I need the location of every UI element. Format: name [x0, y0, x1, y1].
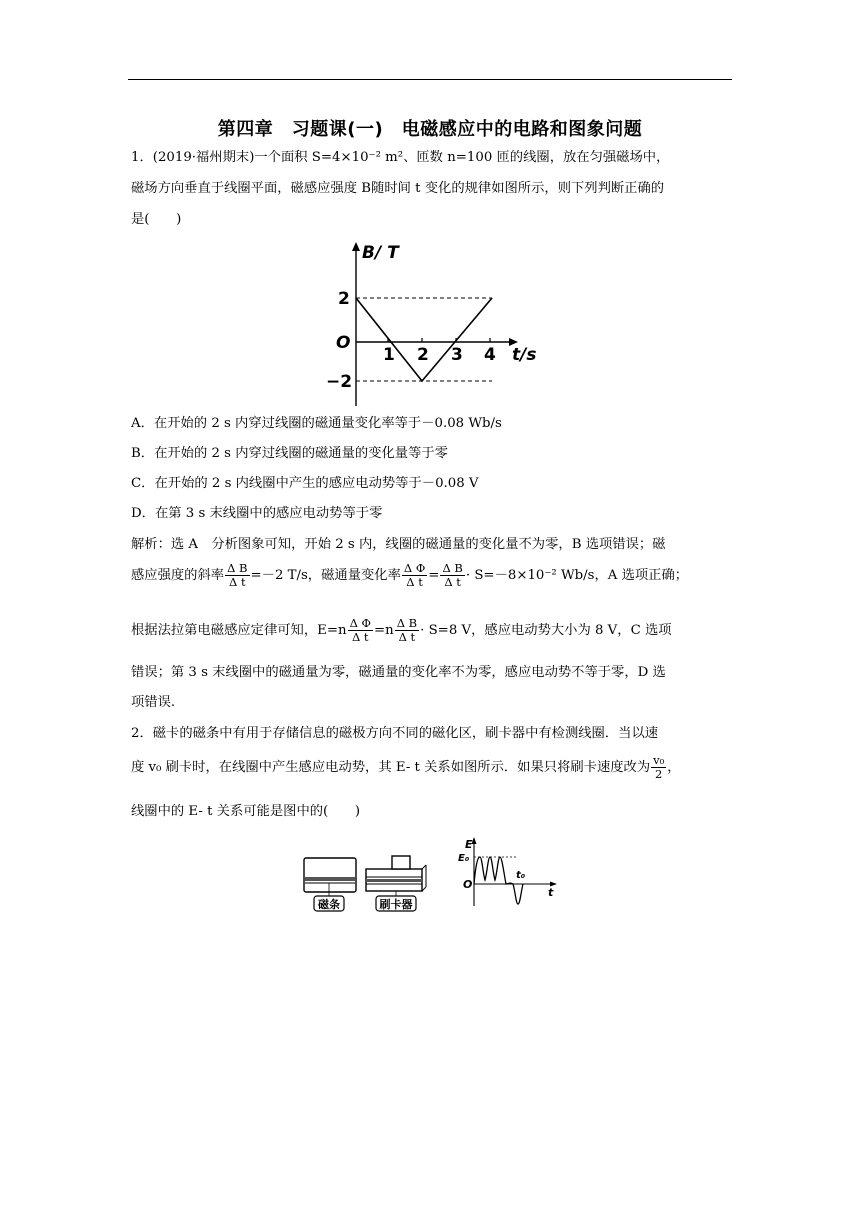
q1-analysis-text: =: [428, 568, 440, 583]
q2-stem-line-1: 2．磁卡的磁条中有用于存储信息的磁极方向不同的磁化区，刷卡器中有检测线圈．当以速: [131, 726, 659, 741]
x-tick-label-2: 2: [417, 345, 429, 365]
q1-option-a: A．在开始的 2 s 内穿过线圈的磁通量变化率等于－0.08 Wb/s: [131, 416, 502, 431]
e-axis-label: E: [465, 838, 473, 851]
q1-analysis-text: 感应强度的斜率: [131, 568, 225, 583]
fraction-numerator: Δ B: [227, 561, 248, 575]
q2-stem-line-2: [131, 752, 681, 784]
fraction-denominator: Δ t: [351, 630, 369, 644]
label-stripe: 磁条: [318, 898, 340, 911]
q1-analysis-line-2: [131, 561, 688, 591]
q1-analysis-text: · S=8 V，感应电动势大小为 8 V，C 选项: [420, 623, 672, 638]
q2-stem-line-3: 线圈中的 E- t 关系可能是图中的( ): [131, 804, 361, 819]
q1-stem-line-2: 磁场方向垂直于线圈平面，磁感应强度 B随时间 t 变化的规律如图所示，则下列判断正确的: [131, 181, 665, 196]
fraction-dB-dt: [395, 617, 419, 644]
fraction-denominator: Δ t: [228, 575, 246, 589]
x-tick-label-4: 4: [484, 345, 496, 365]
fraction-denominator: Δ t: [406, 575, 423, 589]
q1-option-c: C．在开始的 2 s 内线圈中产生的感应电动势等于－0.08 V: [131, 476, 479, 491]
fraction-numerator: Δ B: [442, 561, 463, 575]
label-reader: 刷卡器: [379, 898, 413, 911]
q1-analysis-line-3: [131, 616, 672, 646]
q1-analysis-text: · S=－8×10⁻² Wb/s，A 选项正确；: [465, 568, 689, 583]
card-and-reader-figure: [300, 852, 430, 914]
b-t-graph: [320, 238, 540, 410]
y-axis-arrow: [352, 242, 360, 251]
magnetic-stripe: [305, 877, 355, 881]
q1-option-d: D．在第 3 s 末线圈中的感应电动势等于零: [131, 506, 383, 521]
y-tick-label-neg2: −2: [326, 372, 353, 392]
q1-analysis-text: 根据法拉第电磁感应定律可知，E=n: [131, 623, 347, 638]
q1-analysis-line-5: 项错误.: [131, 695, 176, 710]
header-rule: [128, 79, 732, 80]
reader-slot: [366, 879, 422, 882]
t-axis-label: t: [548, 886, 554, 899]
q1-analysis-text: =－2 T/s，磁通量变化率: [250, 568, 401, 583]
q2-stem-text: ，: [667, 760, 681, 775]
fraction-numerator: v₀: [653, 753, 665, 767]
fraction-denominator: Δ t: [444, 575, 461, 589]
reader-edge: [422, 865, 426, 869]
q1-analysis-line-4: 错误；第 3 s 末线圈中的磁通量为零，磁通量的变化率不为零，感应电动势不等于零，D 选: [131, 665, 666, 680]
page-title: 第四章 习题课(一) 电磁感应中的电路和图象问题: [217, 119, 643, 140]
fraction-dPhi-dt: [348, 617, 373, 644]
e0-label: E₀: [458, 853, 470, 864]
fraction-numerator: Δ Φ: [349, 616, 371, 630]
fraction-v0-over-2: [651, 754, 666, 781]
q1-option-b: B．在开始的 2 s 内穿过线圈的磁通量的变化量等于零: [131, 446, 448, 461]
x-axis-label: t/s: [512, 345, 537, 365]
q1-stem-line-3: 是( ): [131, 212, 182, 227]
magnetic-card: [304, 858, 356, 892]
x-tick-label-3: 3: [451, 345, 463, 365]
fraction-denominator: 2: [655, 767, 663, 781]
q2-stem-text: 度 v₀ 刷卡时，在线圈中产生感应电动势，其 E- t 关系如图所示．如果只将刷卡速度改为: [131, 760, 651, 775]
origin-label: O: [336, 333, 351, 353]
fraction-dB-dt: [225, 562, 249, 589]
fraction-denominator: Δ t: [398, 630, 416, 644]
q1-analysis-line-1: 解析：选 A 分析图象可知，开始 2 s 内，线圈的磁通量的变化量不为零，B 选项错误；磁: [131, 537, 666, 552]
fraction-dPhi-dt: [402, 562, 427, 589]
y-axis-label: B/ T: [362, 243, 399, 263]
fraction-numerator: Δ Φ: [403, 561, 426, 575]
q1-stem-line-1: 1．(2019·福州期末)一个面积 S=4×10⁻² m²、匝数 n=100 匝的线圈，放在匀强磁场中，: [131, 150, 670, 165]
t0-label: t₀: [516, 870, 526, 881]
reader-head: [392, 856, 410, 869]
e-t-graph: [456, 834, 562, 910]
fraction-numerator: Δ B: [396, 616, 418, 630]
origin-label: O: [463, 878, 473, 891]
q1-analysis-text: =n: [373, 623, 394, 638]
b-t-curve: [356, 298, 492, 381]
fraction-dB-dt: [440, 562, 464, 589]
y-tick-label-2: 2: [338, 289, 350, 309]
x-tick-label-1: 1: [383, 345, 395, 365]
